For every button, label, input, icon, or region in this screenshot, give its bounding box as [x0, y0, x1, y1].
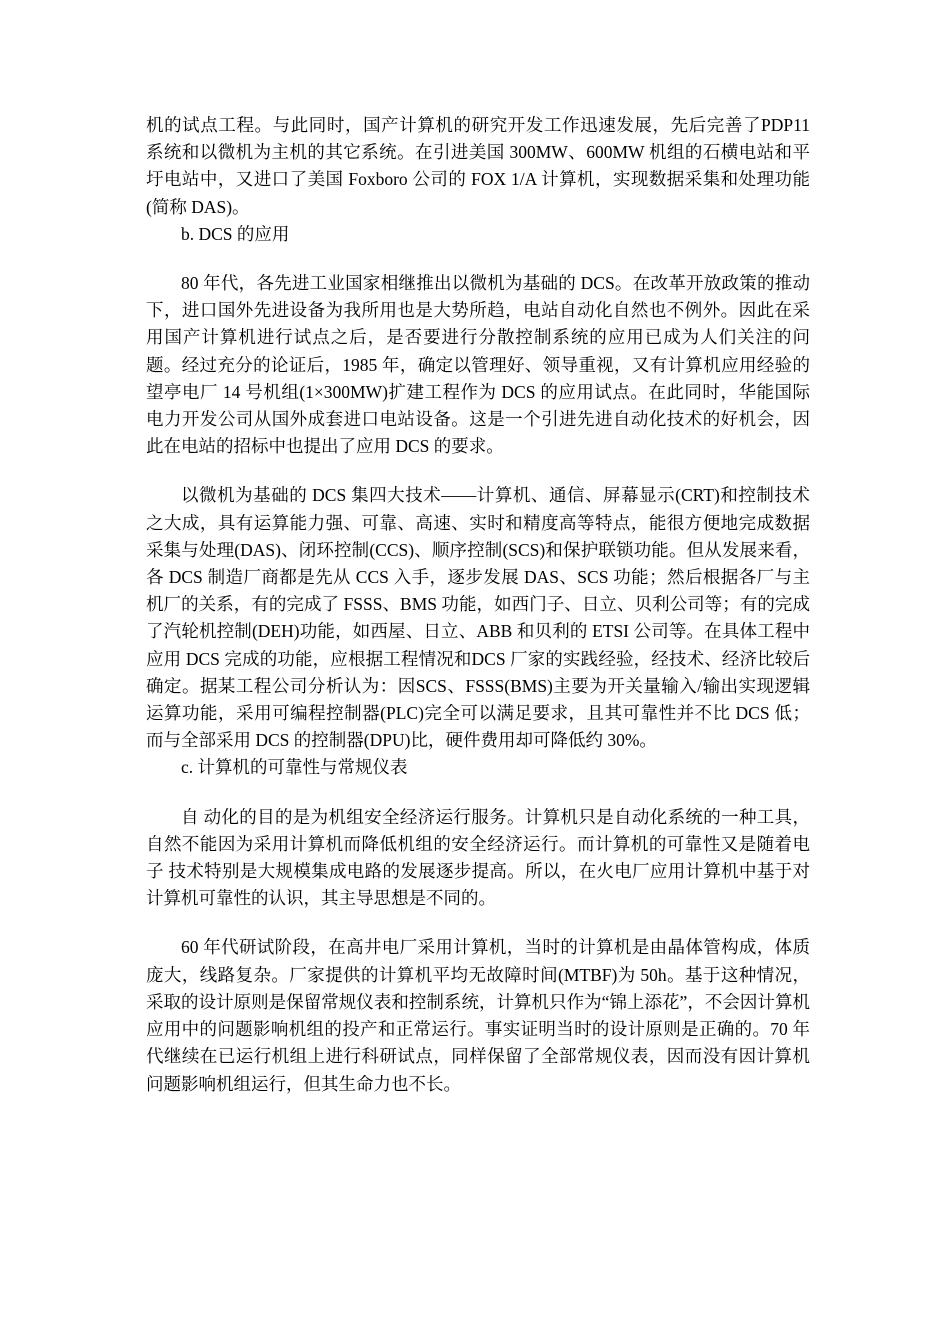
section-heading-b: b. DCS 的应用: [181, 223, 290, 244]
paragraph-b1: 80 年代，各先进工业国家相继推出以微机为基础的 DCS。在改革开放政策的推动下，进口国外先进设备为我所用也是大势所趋，电站自动化自然也不例外。因此在采用国产计算机进行试点之后，是否要进行分散控制系统的应用已成为人们关注的问题。经过充分的论证后，1985 年，确定以管理好、领导重视，又有计算机应用经验的望亭电厂 14 号机组(1×300MW)扩建工程作为 DCS 的应用试点。在此同时，华能国际电力开发公司从国外成套进口电站设备。这是一个引进先进自动化技术的好机会，因此在电站的招标中也提出了应用 DCS 的要求。: [146, 273, 810, 457]
paragraph-c1: 自 动化的目的是为机组安全经济运行服务。计算机只是自动化系统的一种工具，自然不能因为采用计算机而降低机组的安全经济运行。而计算机的可靠性又是随着电子 技术特别是大规模集成电路的发展逐步提高。所以，在火电厂应用计算机中基于对计算机可靠性的认识，其主导思想是不同的。: [146, 806, 810, 909]
document-page: [146, 112, 810, 1098]
section-heading-c: c. 计算机的可靠性与常规仪表: [181, 757, 408, 778]
paragraph-c2: 60 年代研试阶段，在高井电厂采用计算机，当时的计算机是由晶体管构成，体质庞大，线路复杂。厂家提供的计算机平均无故障时间(MTBF)为 50h。基于这种情况，采取的设计原则是保留常规仪表和控制系统，计算机只作为“锦上添花”，不会因计算机应用中的问题影响机组的投产和正常运行。事实证明当时的设计原则是正确的。70 年代继续在已运行机组上进行科研试点，同样保留了全部常规仪表，因而没有因计算机问题影响机组运行，但其生命力也不长。: [146, 937, 810, 1094]
paragraph-intro: 机的试点工程。与此同时，国产计算机的研究开发工作迅速发展，先后完善了PDP11 系统和以微机为主机的其它系统。在引进美国 300MW、600MW 机组的石横电站和平圩电站中，又进口了美国 Foxboro 公司的 FOX 1/A 计算机，实现数据采集和处理功能(简称 DAS)。: [146, 115, 810, 217]
paragraph-b2: 以微机为基础的 DCS 集四大技术——计算机、通信、屏幕显示(CRT)和控制技术之大成，具有运算能力强、可靠、高速、实时和精度高等特点，能很方便地完成数据采集与处理(DAS)、闭环控制(CCS)、顺序控制(SCS)和保护联锁功能。但从发展来看，各 DCS 制造厂商都是先从 CCS 入手，逐步发展 DAS、SCS 功能；然后根据各厂与主机厂的关系，有的完成了 FSSS、BMS 功能，如西门子、日立、贝利公司等；有的完成了汽轮机控制(DEH)功能，如西屋、日立、ABB 和贝利的 ETSI 公司等。在具体工程中应用 DCS 完成的功能，应根据工程情况和DCS 厂家的实践经验，经技术、经济比较后确定。据某工程公司分析认为：因SCS、FSSS(BMS)主要为开关量输入/输出实现逻辑运算功能，采用可编程控制器(PLC)完全可以满足要求，且其可靠性并不比 DCS 低；而与全部采用 DCS 的控制器(DPU)比，硬件费用却可降低约 30%。: [146, 485, 810, 751]
